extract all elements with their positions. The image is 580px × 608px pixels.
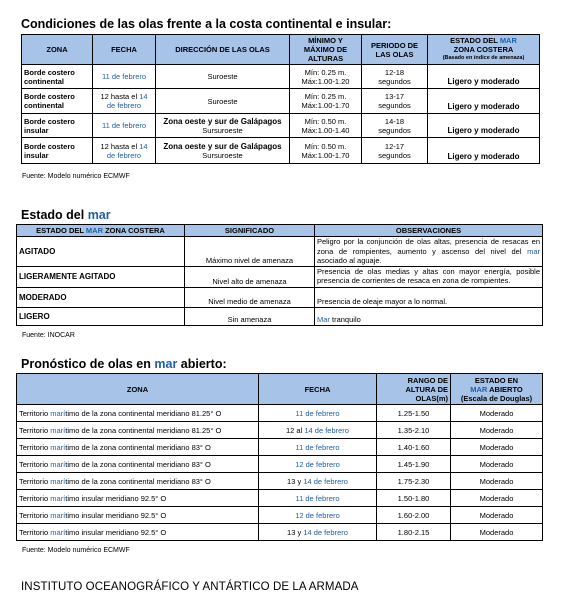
cell-fecha: 12 hasta el 14 de febrero	[93, 138, 156, 164]
cell-zona: Borde costero continental	[22, 65, 93, 89]
cell-zona: Territorio marítimo de la zona continental meridiano 83° O	[17, 439, 259, 456]
table-row	[17, 287, 543, 307]
cell-significado: Nivel medio de amenaza	[185, 287, 315, 307]
cell-fecha: 11 de febrero	[93, 65, 156, 89]
cell-fecha: 11 de febrero	[259, 490, 377, 507]
cell-observaciones: Presencia de oleaje mayor a lo normal.	[315, 287, 543, 307]
cell-estado: Moderado	[451, 473, 543, 490]
cell-zona: Borde costero insular	[22, 138, 93, 164]
cell-periodo: 12-18 segundos	[362, 65, 428, 89]
header-zona: ZONA	[17, 374, 259, 405]
section1-title: Condiciones de las olas frente a la costa continental e insular:	[21, 17, 392, 31]
cell-fecha: 12 hasta el 14 de febrero	[93, 89, 156, 114]
table-row	[17, 456, 543, 473]
cell-zona: Territorio marítimo de la zona continental meridiano 81.25° O	[17, 405, 259, 422]
cell-fecha: 11 de febrero	[259, 439, 377, 456]
cell-fecha: 11 de febrero	[93, 114, 156, 138]
header-rango: RANGO DE ALTURA DE OLAS(m)	[377, 374, 451, 405]
cell-alturas: Mín: 0.50 m. Máx:1.00-1.70	[290, 138, 362, 164]
table-row	[22, 114, 540, 138]
cell-fecha: 13 y 14 de febrero	[259, 473, 377, 490]
header-alturas: MÍNIMO Y MÁXIMO DE ALTURAS	[290, 35, 362, 65]
section3-title: Pronóstico de olas en mar abierto:	[21, 357, 227, 371]
cell-estado: LIGERO	[17, 307, 185, 325]
cell-observaciones: Peligro por la conjunción de olas altas, presencia de resacas en zona de rompientes, aumento y ascenso del nivel del mar asociado al aguaje.	[315, 237, 543, 267]
table-row	[17, 266, 543, 287]
table-header-row	[22, 35, 540, 65]
table-row	[17, 307, 543, 325]
cell-rango: 1.60-2.00	[377, 507, 451, 524]
cell-estado: Moderado	[451, 524, 543, 541]
wave-conditions-table	[21, 34, 540, 164]
cell-estado: Moderado	[451, 456, 543, 473]
cell-direccion: Zona oeste y sur de Galápagos Sursuroeste	[156, 138, 290, 164]
cell-estado: Moderado	[451, 439, 543, 456]
header-direccion: DIRECCIÓN DE LAS OLAS	[156, 35, 290, 65]
table-row	[22, 65, 540, 89]
header-estado: ESTADO DEL MAR ZONA COSTERA (Basado en índice de amenaza)	[428, 35, 540, 65]
table-row	[17, 422, 543, 439]
header-fecha: FECHA	[259, 374, 377, 405]
cell-zona: Territorio marítimo insular meridiano 92.5° O	[17, 524, 259, 541]
cell-zona: Territorio marítimo insular meridiano 92.5° O	[17, 490, 259, 507]
cell-estado: MODERADO	[17, 287, 185, 307]
cell-estado: Moderado	[451, 422, 543, 439]
cell-alturas: Mín: 0.25 m. Máx:1.00-1.20	[290, 65, 362, 89]
cell-significado: Sin amenaza	[185, 307, 315, 325]
table-row	[17, 237, 543, 267]
cell-zona: Borde costero continental	[22, 89, 93, 114]
cell-estado: Ligero y moderado	[428, 138, 540, 164]
cell-direccion: Zona oeste y sur de Galápagos Sursuroeste	[156, 114, 290, 138]
section3-source: Fuente: Modelo numérico ECMWF	[22, 547, 130, 554]
cell-estado: Moderado	[451, 507, 543, 524]
cell-direccion: Suroeste	[156, 89, 290, 114]
cell-fecha: 11 de febrero	[259, 405, 377, 422]
cell-observaciones: Mar tranquilo	[315, 307, 543, 325]
cell-alturas: Mín: 0.25 m. Máx:1.00-1.70	[290, 89, 362, 114]
cell-estado: Ligero y moderado	[428, 114, 540, 138]
cell-alturas: Mín: 0.50 m. Máx:1.00-1.40	[290, 114, 362, 138]
cell-estado: Moderado	[451, 405, 543, 422]
table-row	[17, 405, 543, 422]
header-estado-abierto: ESTADO EN MAR ABIERTO (Escala de Douglas)	[451, 374, 543, 405]
header-periodo: PERIODO DE LAS OLAS	[362, 35, 428, 65]
cell-periodo: 13-17 segundos	[362, 89, 428, 114]
cell-significado: Máximo nivel de amenaza	[185, 237, 315, 267]
section2-source: Fuente: INOCAR	[22, 332, 75, 339]
cell-estado: LIGERAMENTE AGITADO	[17, 266, 185, 287]
header-observaciones: OBSERVACIONES	[315, 225, 543, 237]
table-row	[17, 524, 543, 541]
cell-periodo: 12-17 segundos	[362, 138, 428, 164]
table-header-row	[17, 225, 543, 237]
cell-estado: Moderado	[451, 490, 543, 507]
cell-rango: 1.25-1.50	[377, 405, 451, 422]
cell-fecha: 12 de febrero	[259, 456, 377, 473]
cell-estado: Ligero y moderado	[428, 89, 540, 114]
cell-significado: Nivel alto de amenaza	[185, 266, 315, 287]
table-row	[17, 490, 543, 507]
section1-source: Fuente: Modelo numérico ECMWF	[22, 173, 130, 180]
table-row	[17, 439, 543, 456]
cell-rango: 1.75-2.30	[377, 473, 451, 490]
cell-zona: Territorio marítimo de la zona continental meridiano 83° O	[17, 473, 259, 490]
cell-fecha: 12 al 14 de febrero	[259, 422, 377, 439]
cell-rango: 1.50-1.80	[377, 490, 451, 507]
cell-zona: Territorio marítimo insular meridiano 92.5° O	[17, 507, 259, 524]
cell-estado: AGITADO	[17, 237, 185, 267]
table-row	[17, 507, 543, 524]
section2-title: Estado del mar	[21, 208, 111, 222]
header-significado: SIGNIFICADO	[185, 225, 315, 237]
table-header-row	[17, 374, 543, 405]
cell-zona: Territorio marítimo de la zona continental meridiano 81.25° O	[17, 422, 259, 439]
cell-estado: Ligero y moderado	[428, 65, 540, 89]
sea-state-table	[16, 224, 543, 326]
table-row	[22, 138, 540, 164]
cell-rango: 1.45-1.90	[377, 456, 451, 473]
cell-observaciones: Presencia de olas medias y altas con mayor energía, posible presencia de corrientes de resaca en zona de rompientes.	[315, 266, 543, 287]
cell-direccion: Suroeste	[156, 65, 290, 89]
cell-fecha: 13 y 14 de febrero	[259, 524, 377, 541]
cell-zona: Borde costero insular	[22, 114, 93, 138]
header-fecha: FECHA	[93, 35, 156, 65]
cell-zona: Territorio marítimo de la zona continental meridiano 83° O	[17, 456, 259, 473]
header-zona: ZONA	[22, 35, 93, 65]
cell-rango: 1.40-1.60	[377, 439, 451, 456]
cell-periodo: 14-18 segundos	[362, 114, 428, 138]
cell-rango: 1.35-2.10	[377, 422, 451, 439]
footer-institution: INSTITUTO OCEANOGRÁFICO Y ANTÁRTICO DE LA ARMADA	[21, 581, 359, 593]
header-estado-mar: ESTADO DEL MAR ZONA COSTERA	[17, 225, 185, 237]
table-row	[17, 473, 543, 490]
table-row	[22, 89, 540, 114]
cell-fecha: 12 de febrero	[259, 507, 377, 524]
open-sea-forecast-table	[16, 373, 543, 541]
cell-rango: 1.80-2.15	[377, 524, 451, 541]
